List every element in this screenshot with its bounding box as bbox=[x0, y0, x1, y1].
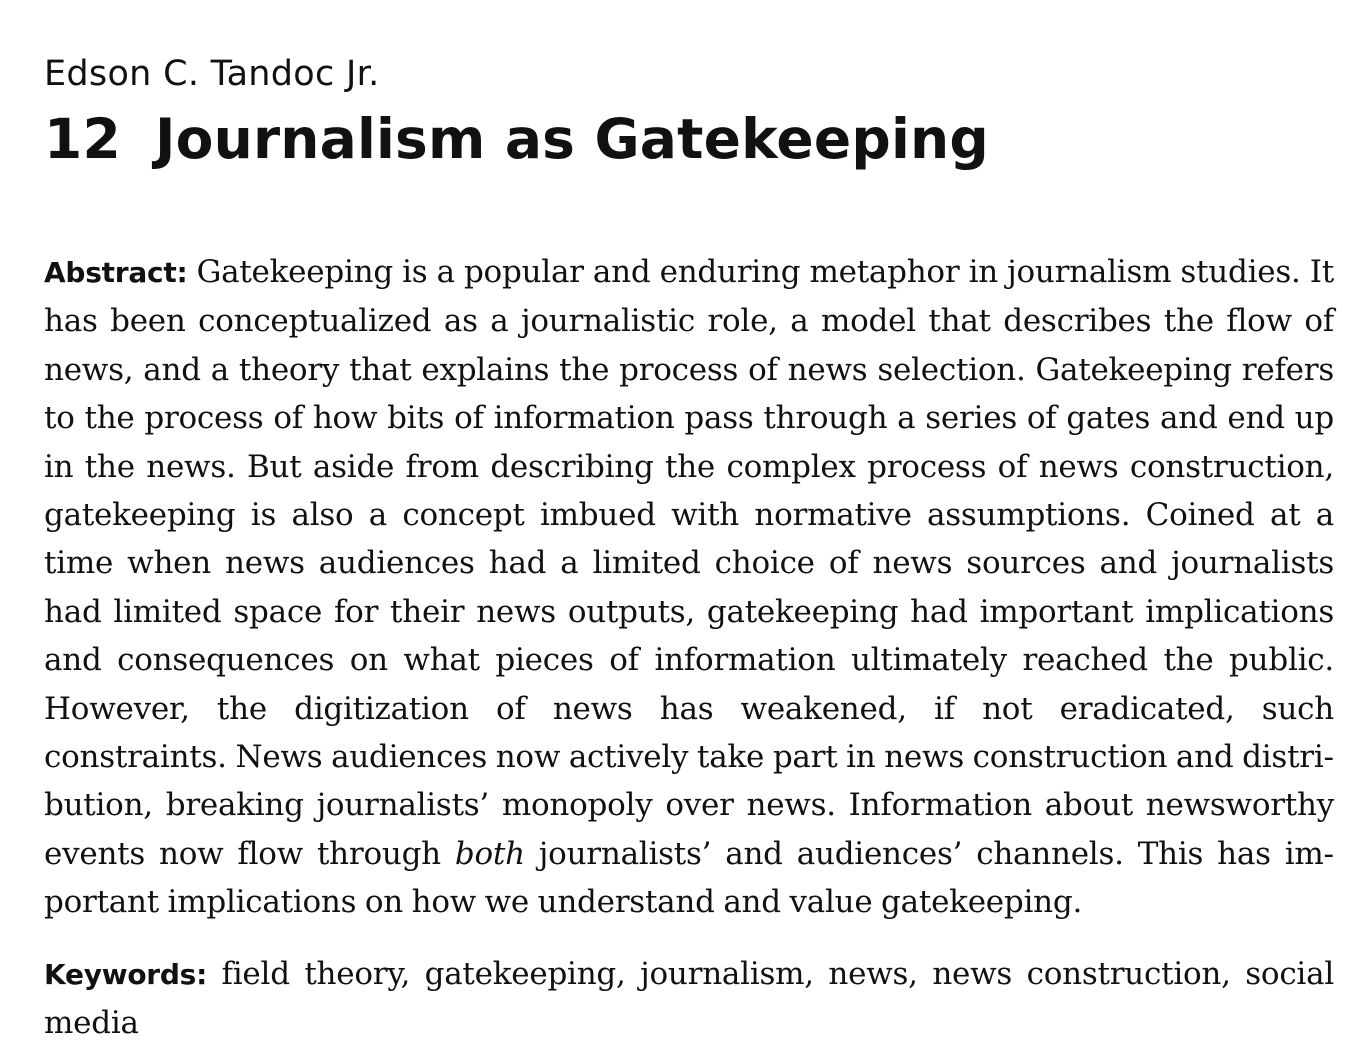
abstract-text-end: journalists’ and audiences’ channels. This has important implications on how we understand and value gatekeeping. bbox=[44, 835, 1335, 921]
keywords-paragraph bbox=[44, 950, 1334, 1048]
abstract-label: Abstract: bbox=[44, 256, 188, 289]
keywords-text: field theory, gatekeeping, journalism, news, news construction, social media bbox=[44, 956, 1334, 1042]
abstract-emphasis: both bbox=[454, 835, 525, 872]
abstract-text: Gatekeeping is a popular and enduring metaphor in journalism studies. It has been conceptualized as a journalistic role, a model that describes the flow of news, and a theory that explains the process of news selection. Gatekeeping refers to the process of how bits of information pass through a series of gates and end up in the news. But aside from describing the complex process of news construction, gatekeeping is also a concept imbued with normative assumptions. Coined at a time when news audiences had a limited choice of news sources and journalists had limited space for their news outputs, gatekeeping had important implications and consequences on what pieces of information ultimately reached the public. However, the digitization of news has weakened, if not eradicated, such constraints. News audiences now actively take part in news construction and distribution, breaking journalists’ monopoly over news. Information about newsworthy events now flow through bbox=[44, 254, 1334, 872]
chapter-title: Journalism as Gatekeeping bbox=[154, 107, 989, 171]
author-name: Edson C. Tandoc Jr. bbox=[44, 54, 380, 94]
keywords-label: Keywords: bbox=[44, 958, 208, 991]
chapter-number: 12 bbox=[44, 107, 121, 171]
abstract-paragraph bbox=[44, 248, 1334, 927]
chapter-heading bbox=[44, 104, 989, 174]
